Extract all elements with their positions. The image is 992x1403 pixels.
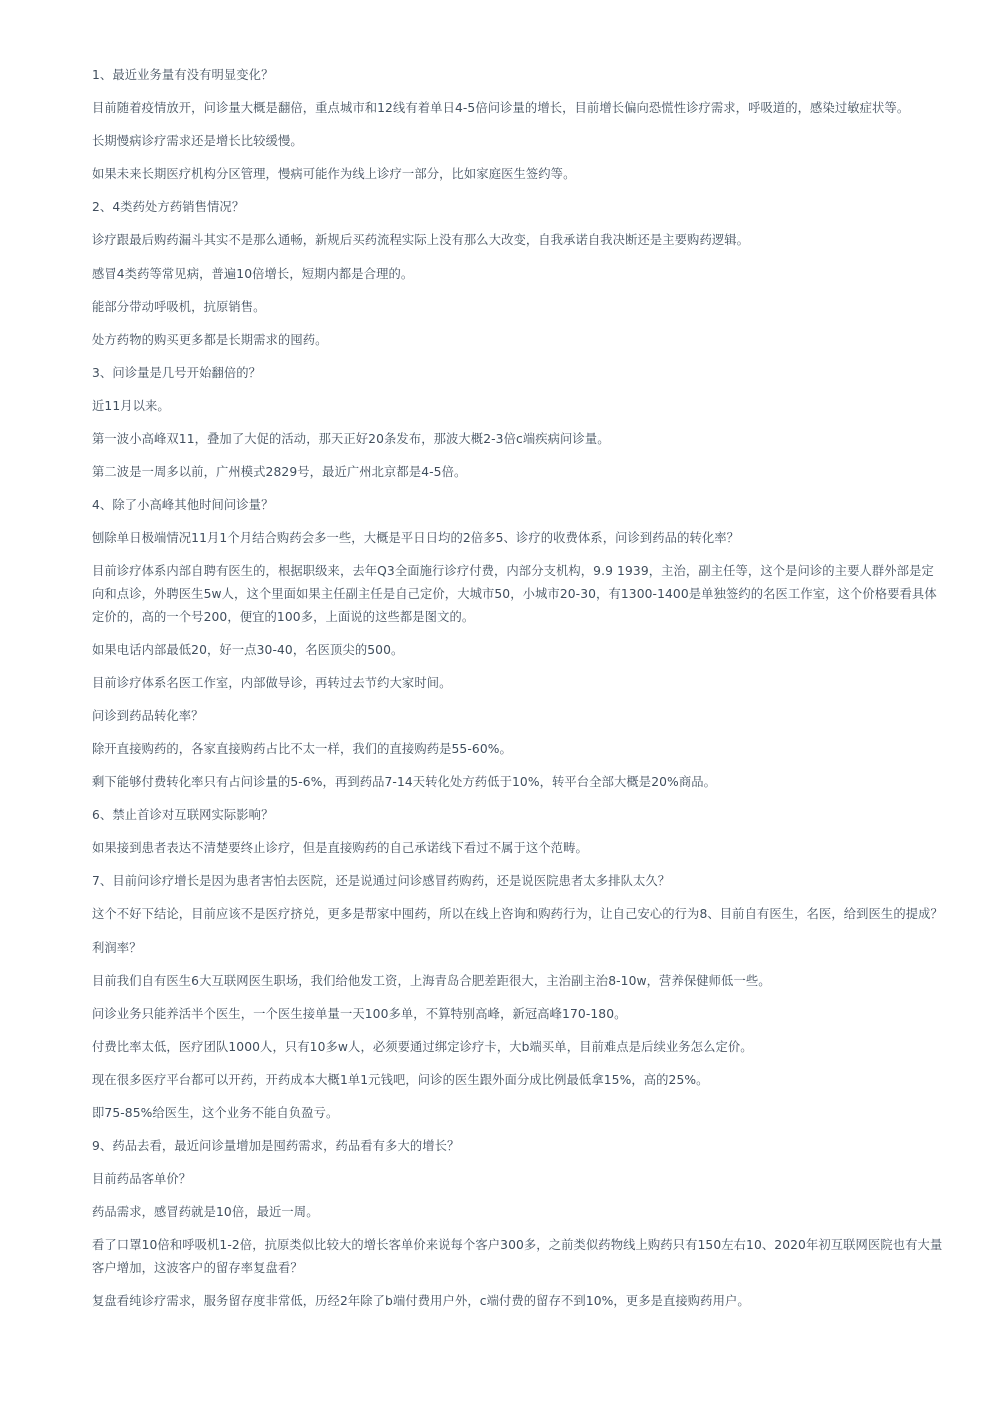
question-heading: 4、除了小高峰其他时间问诊量？ <box>92 498 274 513</box>
answer-paragraph: 剩下能够付费转化率只有占问诊量的5-6%，再到药品7-14天转化处方药低于10%，转平台全部大概是20%商品。 <box>92 775 717 790</box>
answer-paragraph: 近11月以来。 <box>92 398 170 413</box>
answer-paragraph: 诊疗跟最后购药漏斗其实不是那么通畅，新规后买药流程实际上没有那么大改变，自我承诺自我决断还是主要购药逻辑。 <box>92 233 750 248</box>
answer-paragraph: 这个不好下结论，目前应该不是医疗挤兑，更多是帮家中囤药，所以在线上咨询和购药行为，让自己安心的行为8、目前自有医生，名医，给到医生的提成？ <box>92 907 943 922</box>
question-heading: 7、目前问诊疗增长是因为患者害怕去医院，还是说通过问诊感冒药购药，还是说医院患者太多排队太久？ <box>92 874 671 889</box>
answer-paragraph: 药品需求，感冒药就是10倍，最近一周。 <box>92 1205 319 1220</box>
answer-paragraph: 目前诊疗体系内部自聘有医生的，根据职级来，去年Q3全面施行诊疗付费，内部分支机构，9.9 1939，主治，副主任等，这个是问诊的主要人群外部是定向和点诊，外聘医生5w人，这个里面如果主任副主任是自己定价，大城市50，小城市20-30，有1300-1400是单独签约的名医工作室，这个价格要看具体定价的，高的一个号200，便宜的100多，上面说的这些都是图文的。 <box>92 564 937 624</box>
question-heading: 目前药品客单价？ <box>92 1172 192 1187</box>
answer-paragraph: 如果未来长期医疗机构分区管理，慢病可能作为线上诊疗一部分，比如家庭医生签约等。 <box>92 167 576 182</box>
question-heading: 利润率？ <box>92 940 142 955</box>
answer-paragraph: 除开直接购药的，各家直接购药占比不太一样，我们的直接购药是55-60%。 <box>92 741 512 756</box>
answer-paragraph: 目前诊疗体系名医工作室，内部做导诊，再转过去节约大家时间。 <box>92 675 452 690</box>
answer-paragraph: 如果接到患者表达不清楚要终止诊疗，但是直接购药的自己承诺线下看过不属于这个范畴。 <box>92 841 588 856</box>
question-heading: 1、最近业务量有没有明显变化？ <box>92 68 274 82</box>
answer-paragraph: 看了口罩10倍和呼吸机1-2倍，抗原类似比较大的增长客单价来说每个客户300多，之前类似药物线上购药只有150左右10、2020年初互联网医院也有大量客户增加，这波客户的留存率复盘看？ <box>92 1238 943 1275</box>
answer-paragraph: 复盘看纯诊疗需求，服务留存度非常低，历经2年除了b端付费用户外，c端付费的留存不到10%，更多是直接购药用户。 <box>92 1294 750 1309</box>
answer-paragraph: 付费比率太低，医疗团队1000人，只有10多w人，必须要通过绑定诊疗卡，大b端买单，目前难点是后续业务怎么定价。 <box>92 1039 753 1054</box>
answer-paragraph: 目前随着疫情放开，问诊量大概是翻倍，重点城市和12线有着单日4-5倍问诊量的增长，目前增长偏向恐慌性诊疗需求，呼吸道的，感染过敏症状等。 <box>92 101 910 116</box>
answer-paragraph: 现在很多医疗平台都可以开药，开药成本大概1单1元钱吧，问诊的医生跟外面分成比例最低拿15%，高的25%。 <box>92 1072 709 1087</box>
answer-paragraph: 感冒4类药等常见病，普遍10倍增长，短期内都是合理的。 <box>92 266 414 281</box>
question-heading: 3、问诊量是几号开始翻倍的？ <box>92 365 262 380</box>
answer-paragraph: 第二波是一周多以前，广州模式2829号，最近广州北京都是4-5倍。 <box>92 465 467 480</box>
answer-paragraph: 即75-85%给医生，这个业务不能自负盈亏。 <box>92 1106 339 1120</box>
answer-paragraph: 第一波小高峰双11，叠加了大促的活动，那天正好20条发布，那波大概2-3倍c端疾病问诊量。 <box>92 432 610 447</box>
question-heading: 9、药品去看，最近问诊量增加是囤药需求，药品看有多大的增长？ <box>92 1139 460 1154</box>
answer-paragraph: 如果电话内部最低20，好一点30-40，名医顶尖的500。 <box>92 642 404 657</box>
question-heading: 2、4类药处方药销售情况？ <box>92 200 245 215</box>
answer-paragraph: 目前我们自有医生6大互联网医生职场，我们给他发工资，上海青岛合肥差距很大，主治副主治8-10w，营养保健师低一些。 <box>92 973 771 988</box>
answer-paragraph: 问诊业务只能养活半个医生，一个医生接单量一天100多单，不算特别高峰，新冠高峰170-180。 <box>92 1006 627 1021</box>
answer-paragraph: 能部分带动呼吸机，抗原销售。 <box>92 299 266 314</box>
answer-paragraph: 长期慢病诊疗需求还是增长比较缓慢。 <box>92 134 303 149</box>
answer-paragraph: 刨除单日极端情况11月1个月结合购药会多一些，大概是平日日均的2倍多5、诊疗的收费体系，问诊到药品的转化率？ <box>92 531 740 546</box>
question-heading: 6、禁止首诊对互联网实际影响？ <box>92 808 274 823</box>
question-heading: 问诊到药品转化率？ <box>92 708 204 723</box>
answer-paragraph: 处方药物的购买更多都是长期需求的囤药。 <box>92 332 328 347</box>
